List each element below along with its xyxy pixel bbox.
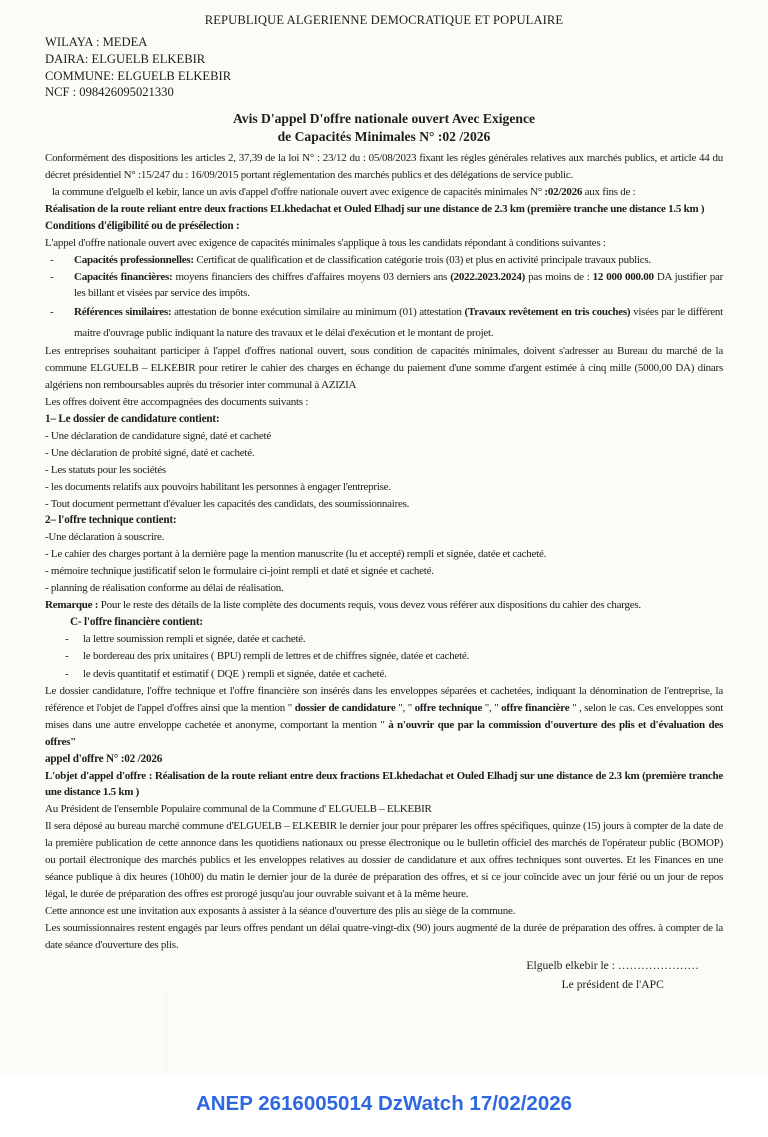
- enveloppes-text3: ", ": [482, 701, 502, 714]
- list-item: - Le cahier des charges portant à la dernière page la mention manuscrite (lu et accepté) rempli et signée, datée et cacheté.: [45, 548, 547, 561]
- ligne-au-president: Au Président de l'ensemble Populaire communal de la Commune d' ELGUELB – ELKEBIR: [45, 803, 432, 816]
- remarque-label: Remarque :: [45, 598, 99, 611]
- references-similaires-text2: visées par le différent maitre d'ouvrage public indiquant la nature des travaux et le délai d'exécution et le montant de projet.: [74, 306, 723, 339]
- lancement-suffix: aux fins de :: [582, 186, 636, 198]
- offre-financiere-item-text: le bordereau des prix unitaires ( BPU) rempli de lettres et de chiffres signée, datée et cacheté.: [83, 650, 470, 663]
- travaux-revetement: (Travaux revêtement en tris couches): [464, 306, 631, 319]
- list-item: - Une déclaration de probité signé, daté et cacheté.: [45, 446, 255, 459]
- bullet-references-similaires: [45, 302, 723, 343]
- enveloppes-text1: Le dossier candidature, l'offre technique et l'offre financière son insérés dans les enveloppes séparées et cachetées, indiquant la dénomination de l'entreprise, la référence et l'objet de l'appel d'offres ainsi que la mention ": [45, 684, 723, 714]
- signoff-signer-title: Le président de l'APC: [561, 978, 664, 992]
- list-item: - Une déclaration de candidature signé, daté et cacheté: [45, 429, 271, 442]
- bullet-text: [74, 252, 723, 269]
- daira-line: DAIRA: ELGUELB ELKEBIR: [45, 51, 206, 66]
- appel-number: :02/2026: [544, 186, 583, 198]
- paragraph-documents-suivants: Les offres doivent être accompagnées des documents suivants :: [45, 396, 309, 409]
- list-item: [45, 648, 723, 665]
- paragraph-conformement: [45, 150, 723, 184]
- list-item: - Tout document permettant d'évaluer les capacités des candidats, des soumissionnaires.: [45, 497, 410, 510]
- paragraph-lancement: [45, 184, 723, 201]
- document-title-line1: Avis D'appel D'offre nationale ouvert Avec Exigence: [232, 111, 536, 127]
- mention-dossier-candidature: dossier de candidature: [294, 701, 396, 714]
- ncf-line: NCF : 098426095021330: [45, 85, 174, 100]
- paragraph-enveloppes: [45, 683, 723, 751]
- heading-offre-technique: 2– l'offre technique contient:: [45, 514, 177, 527]
- signature-block: [526, 956, 699, 994]
- conformement-text: Conformément des dispositions les articles 2, 37,39 de la loi N° : 23/12 du : 05/08/2023 fixant les règles générales relatives aux marchés publics, et article 44 du décret présidentiel N° :15/247 du : 16/09/2015 portant réglementation des marchés publics et des délégations de service public.: [45, 152, 723, 182]
- bullet-dash: -: [50, 306, 54, 319]
- paragraph-conditions-intro: L'appel d'offre nationale ouvert avec exigence de capacités minimales s'applique à tous les candidats répondant à conditions suivantes :: [45, 236, 606, 249]
- bullet-capacites-financieres: [45, 269, 723, 303]
- offre-financiere-item-text: le devis quantitatif et estimatif ( DQE ) rempli et signée, datée et cacheté.: [83, 667, 387, 680]
- heading-conditions-eligibilite: Conditions d'éligibilité ou de présélection :: [45, 219, 240, 232]
- enveloppes-text4: " , selon le cas. Ces enveloppes sont mises dans une autre enveloppe cachetée et anonyme, comportant la mention ": [45, 701, 724, 731]
- chiffres-annees: (2022.2023.2024): [450, 270, 526, 283]
- remarque-text: Pour le reste des détails de la liste complète des documents requis, vous devez vous référer aux dispositions du cahier des charges.: [98, 598, 641, 611]
- paragraph-depot-ouverture: Il sera déposé au bureau marché commune d'ELGUELB – ELKEBIR le dernier jour pour préparer les offres spécifiques, quinze (15) jours à compter de la date de la première publication de cette annonce dans les quotidiens nationaux ou presse électronique ou le bulletin officiel des marchés de l'opérateur public (BOMOP) ou portail électronique des marchés publics et les enveloppes relatives au dossier de candidature et aux offres techniques sont ouvertes. Et les Finances en une séance publique à dix heures (10h00) du matin le dernier jour de la durée de préparation des offres, et si ce jour coïncide avec un jour férié ou un jour de repos légal, le durée de préparation des offres est prorogé jusqu'au jour ouvrable suivant et à la même heure.: [45, 820, 723, 900]
- heading-offre-financiere: C- l'offre financière contient:: [70, 615, 203, 628]
- bullet-dash: -: [50, 253, 54, 266]
- paragraph-remarque: [45, 597, 723, 614]
- scan-fold-artifact: [166, 990, 167, 1076]
- paragraph-invitation: Cette annonce est une invitation aux exposants à assister à la séance d'ouverture des plis au siège de la commune.: [45, 904, 516, 917]
- capacites-financieres-text1: moyens financiers des chiffres d'affaires moyens 03 derniers ans: [172, 270, 451, 283]
- mention-ne-pas-ouvrir: à n'ouvrir que par la commission d'ouverture des plis et d'évaluation des offres": [45, 718, 723, 748]
- references-similaires-label: Références similaires:: [74, 306, 172, 319]
- capacites-professionnelles-label: Capacités professionnelles:: [74, 253, 194, 266]
- mention-offre-financiere: offre financière: [501, 701, 570, 714]
- offre-financiere-item-text: la lettre soumission rempli et signée, datée et cacheté.: [83, 632, 306, 645]
- anep-publication-line: ANEP 2616005014 DzWatch 17/02/2026: [195, 1092, 573, 1115]
- paragraph-objet-projet: Réalisation de la route reliant entre deux fractions ELkhedachat et Ouled Elhadj sur une distance de 2.3 km (première tranche une distance 1.5 km ): [45, 202, 705, 215]
- administrative-id-block: [45, 34, 723, 101]
- bullet-dash: -: [50, 270, 54, 283]
- list-item: - les documents relatifs aux pouvoirs habilitant les personnes à engager l'entreprise.: [45, 480, 391, 493]
- mention-offre-technique: offre technique: [414, 701, 483, 714]
- rappel-numero-appel: appel d'offre N° :02 /2026: [45, 752, 163, 765]
- lancement-text: la commune d'elguelb el kebir, lance un avis d'appel d'offre nationale ouvert avec exigence de capacités minimales N°: [52, 186, 545, 198]
- document-title-line2: de Capacités Minimales N° :02 /2026: [277, 128, 491, 144]
- paragraph-retrait-cahier: Les entreprises souhaitant participer à l'appel d'offres national ouvert, sous condition de capacités minimales, doivent s'adresser au Bureau du marché de la commune ELGUELB – ELKEBIR pour retirer le cahier des charges en échange du paiement d'une somme d'argent estimée à cinq mille (5000,00 DA) dinars algériens non remboursables auprès du trésorier inter communal à AZIZIA: [45, 345, 723, 392]
- references-similaires-text1: attestation de bonne exécution similaire au minimum (01) attestation: [171, 306, 465, 319]
- wilaya-line: WILAYA : MEDEA: [45, 35, 148, 49]
- republic-header-line: REPUBLIQUE ALGERIENNE DEMOCRATIQUE ET POPULAIRE: [204, 13, 564, 27]
- rappel-objet-appel: L'objet d'appel d'offre : Réalisation de la route reliant entre deux fractions ELkhedachat et Ouled Elhadj sur une distance de 2.3 km (première tranche une distance 1.5 km ): [45, 769, 723, 799]
- bullet-dash: -: [65, 650, 69, 663]
- capacites-professionnelles-text: Certificat de qualification et de classification catégorie trois (03) et plus en activité principale travaux publics.: [193, 253, 651, 266]
- bullet-dash: -: [65, 632, 69, 645]
- montant-minimum: 12 000 000.00: [592, 270, 654, 283]
- list-item: - Les statuts pour les sociétés: [45, 463, 166, 476]
- capacites-financieres-label: Capacités financières:: [74, 270, 173, 283]
- list-item: - planning de réalisation conforme au délai de réalisation.: [45, 582, 284, 595]
- capacites-financieres-text3: DA justifier par les billant et visées par service des impôts.: [74, 270, 724, 300]
- commune-line: COMMUNE: ELGUELB ELKEBIR: [45, 68, 232, 83]
- heading-dossier-candidature: 1– Le dossier de candidature contient:: [45, 412, 220, 425]
- bullet-text: [74, 302, 723, 343]
- list-item: - mémoire technique justificatif selon le formulaire ci-joint rempli et daté et signée et cacheté.: [45, 565, 434, 578]
- document-title: [45, 110, 723, 145]
- enveloppes-text2: ", ": [395, 701, 415, 714]
- signoff-place-date: Elguelb elkebir le : …………………: [526, 959, 699, 973]
- list-item: [45, 631, 723, 648]
- bullet-capacites-professionnelles: [45, 252, 723, 269]
- list-item: [45, 666, 723, 683]
- capacites-financieres-text2: pas moins de :: [525, 270, 593, 283]
- bullet-text: [74, 269, 723, 303]
- bullet-dash: -: [65, 667, 69, 680]
- list-item: -Une déclaration à souscrire.: [45, 531, 165, 544]
- paragraph-engagement-offres: Les soumissionnaires restent engagés par leurs offres pendant un délai quatre-vingt-dix (90) jours augmenté de la durée de préparation des offres. à compter de la date séance d'ouverture des plis.: [45, 921, 723, 951]
